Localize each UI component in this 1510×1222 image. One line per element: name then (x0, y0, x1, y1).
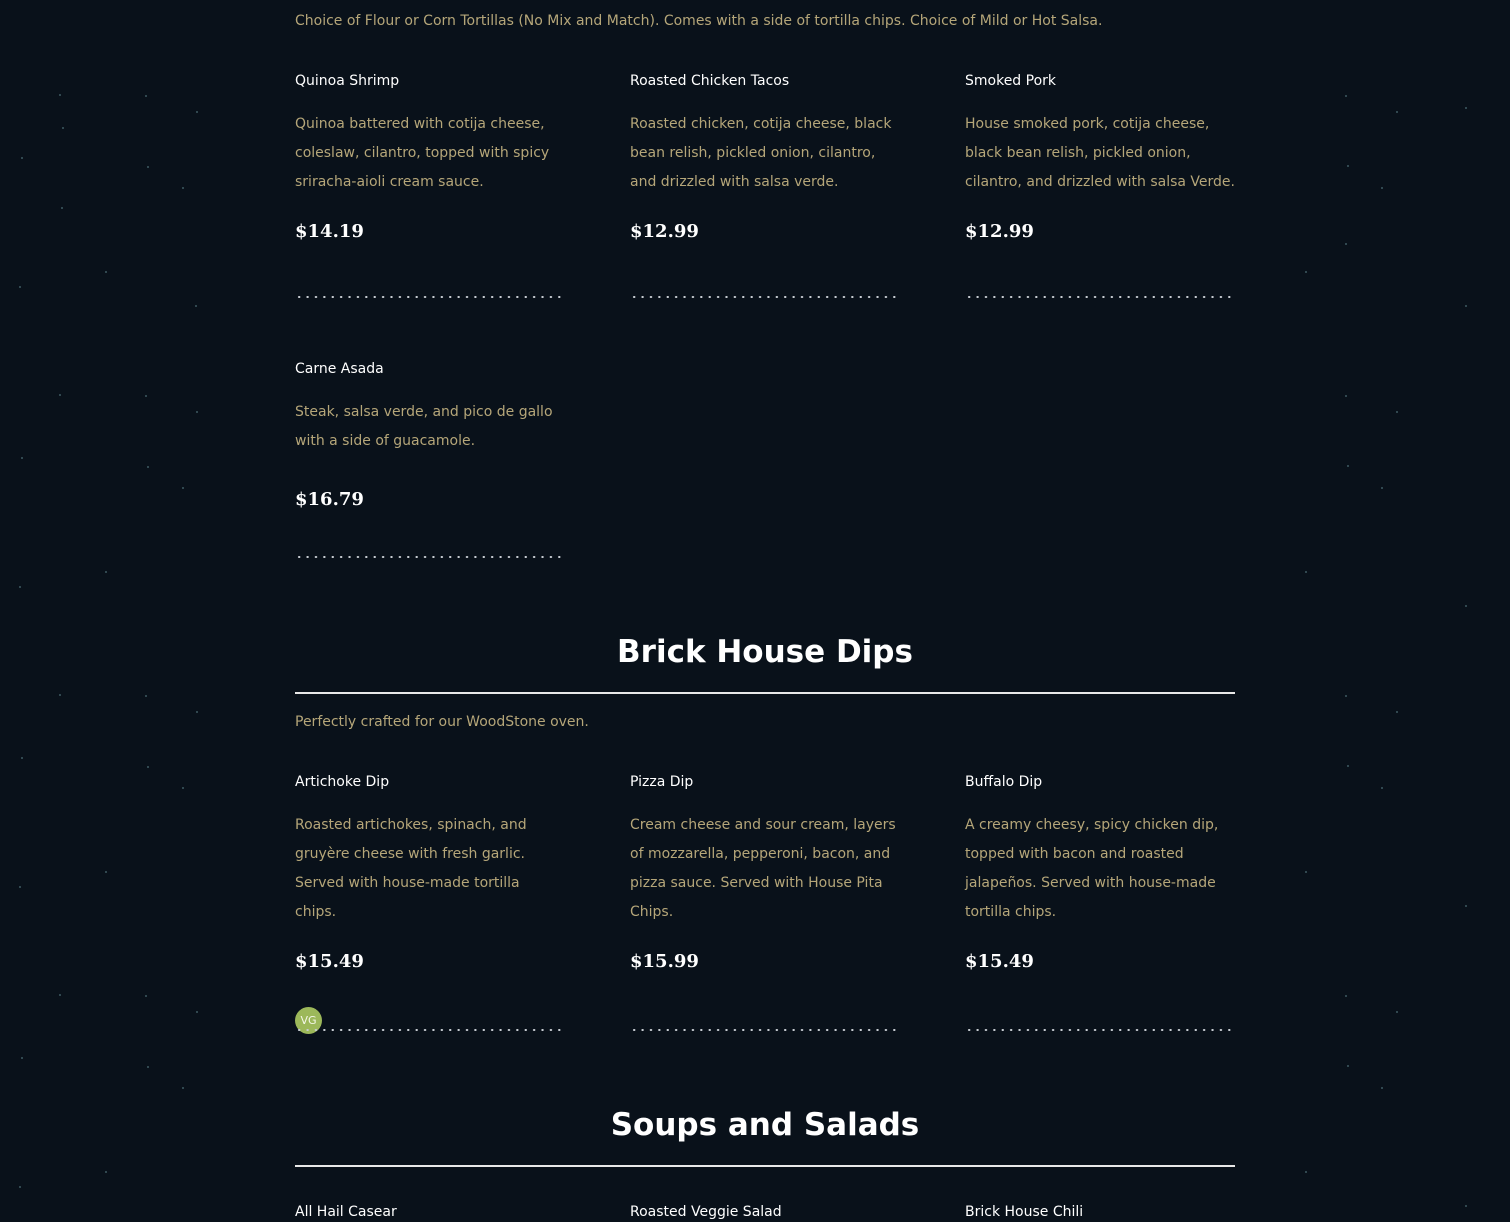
menu-item (630, 1203, 900, 1221)
item-price: $15.99 (630, 951, 699, 972)
menu-item (630, 72, 900, 243)
dotted-divider (295, 296, 563, 298)
menu-item (295, 72, 565, 243)
item-name: Buffalo Dip (965, 774, 1043, 790)
section-description: Perfectly crafted for our WoodStone oven. (295, 714, 589, 730)
item-name: Roasted Chicken Tacos (630, 73, 790, 89)
item-description: Steak, salsa verde, and pico de gallo with a side of guacamole. (295, 404, 553, 449)
dotted-divider (630, 296, 898, 298)
dotted-divider (295, 1029, 563, 1031)
item-description: Cream cheese and sour cream, layers of mozzarella, pepperoni, bacon, and pizza sauce. Served with House Pita Chips. (630, 817, 896, 920)
menu-item (295, 1203, 565, 1221)
dotted-divider (965, 1029, 1233, 1031)
dotted-divider (295, 556, 563, 558)
dotted-divider (630, 1029, 898, 1031)
item-price: $12.99 (965, 221, 1034, 242)
item-name: Roasted Veggie Salad (630, 1204, 782, 1220)
item-name: Pizza Dip (630, 774, 694, 790)
item-description: House smoked pork, cotija cheese, black bean relish, pickled onion, cilantro, and drizzled with salsa Verde. (965, 116, 1235, 190)
item-name: Quinoa Shrimp (295, 73, 400, 89)
tacos-section-description: Choice of Flour or Corn Tortillas (No Mix and Match). Comes with a side of tortilla chips. Choice of Mild or Hot Salsa. (295, 13, 1103, 29)
item-name: Artichoke Dip (295, 774, 390, 790)
menu-item (295, 773, 565, 1034)
item-price: $14.19 (295, 221, 364, 242)
item-name: Carne Asada (295, 361, 384, 377)
item-price: $15.49 (295, 951, 364, 972)
item-description: Quinoa battered with cotija cheese, coleslaw, cilantro, topped with spicy sriracha-aioli cream sauce. (295, 116, 550, 190)
item-description: Roasted chicken, cotija cheese, black bean relish, pickled onion, cilantro, and drizzled with salsa verde. (630, 116, 892, 190)
item-name: All Hail Casear (295, 1204, 397, 1220)
menu-item (965, 72, 1235, 243)
item-price: $15.49 (965, 951, 1034, 972)
menu-item (965, 773, 1235, 973)
item-name: Smoked Pork (965, 73, 1057, 89)
menu-item (965, 1203, 1235, 1221)
item-price: $12.99 (630, 221, 699, 242)
item-description: Roasted artichokes, spinach, and gruyère cheese with fresh garlic. Served with house-made tortilla chips. (295, 817, 527, 920)
vegetarian-badge: VG (295, 1007, 322, 1034)
section-title: Brick House Dips (617, 634, 913, 670)
section-title: Soups and Salads (610, 1107, 920, 1143)
menu-item (630, 773, 900, 973)
menu-item (295, 360, 565, 511)
section-rule (295, 692, 1235, 694)
item-price: $16.79 (295, 489, 364, 510)
dotted-divider (965, 296, 1233, 298)
section-rule (295, 1165, 1235, 1167)
item-description: A creamy cheesy, spicy chicken dip, topped with bacon and roasted jalapeños. Served with house-made tortilla chips. (965, 817, 1219, 920)
item-name: Brick House Chili (965, 1204, 1084, 1220)
